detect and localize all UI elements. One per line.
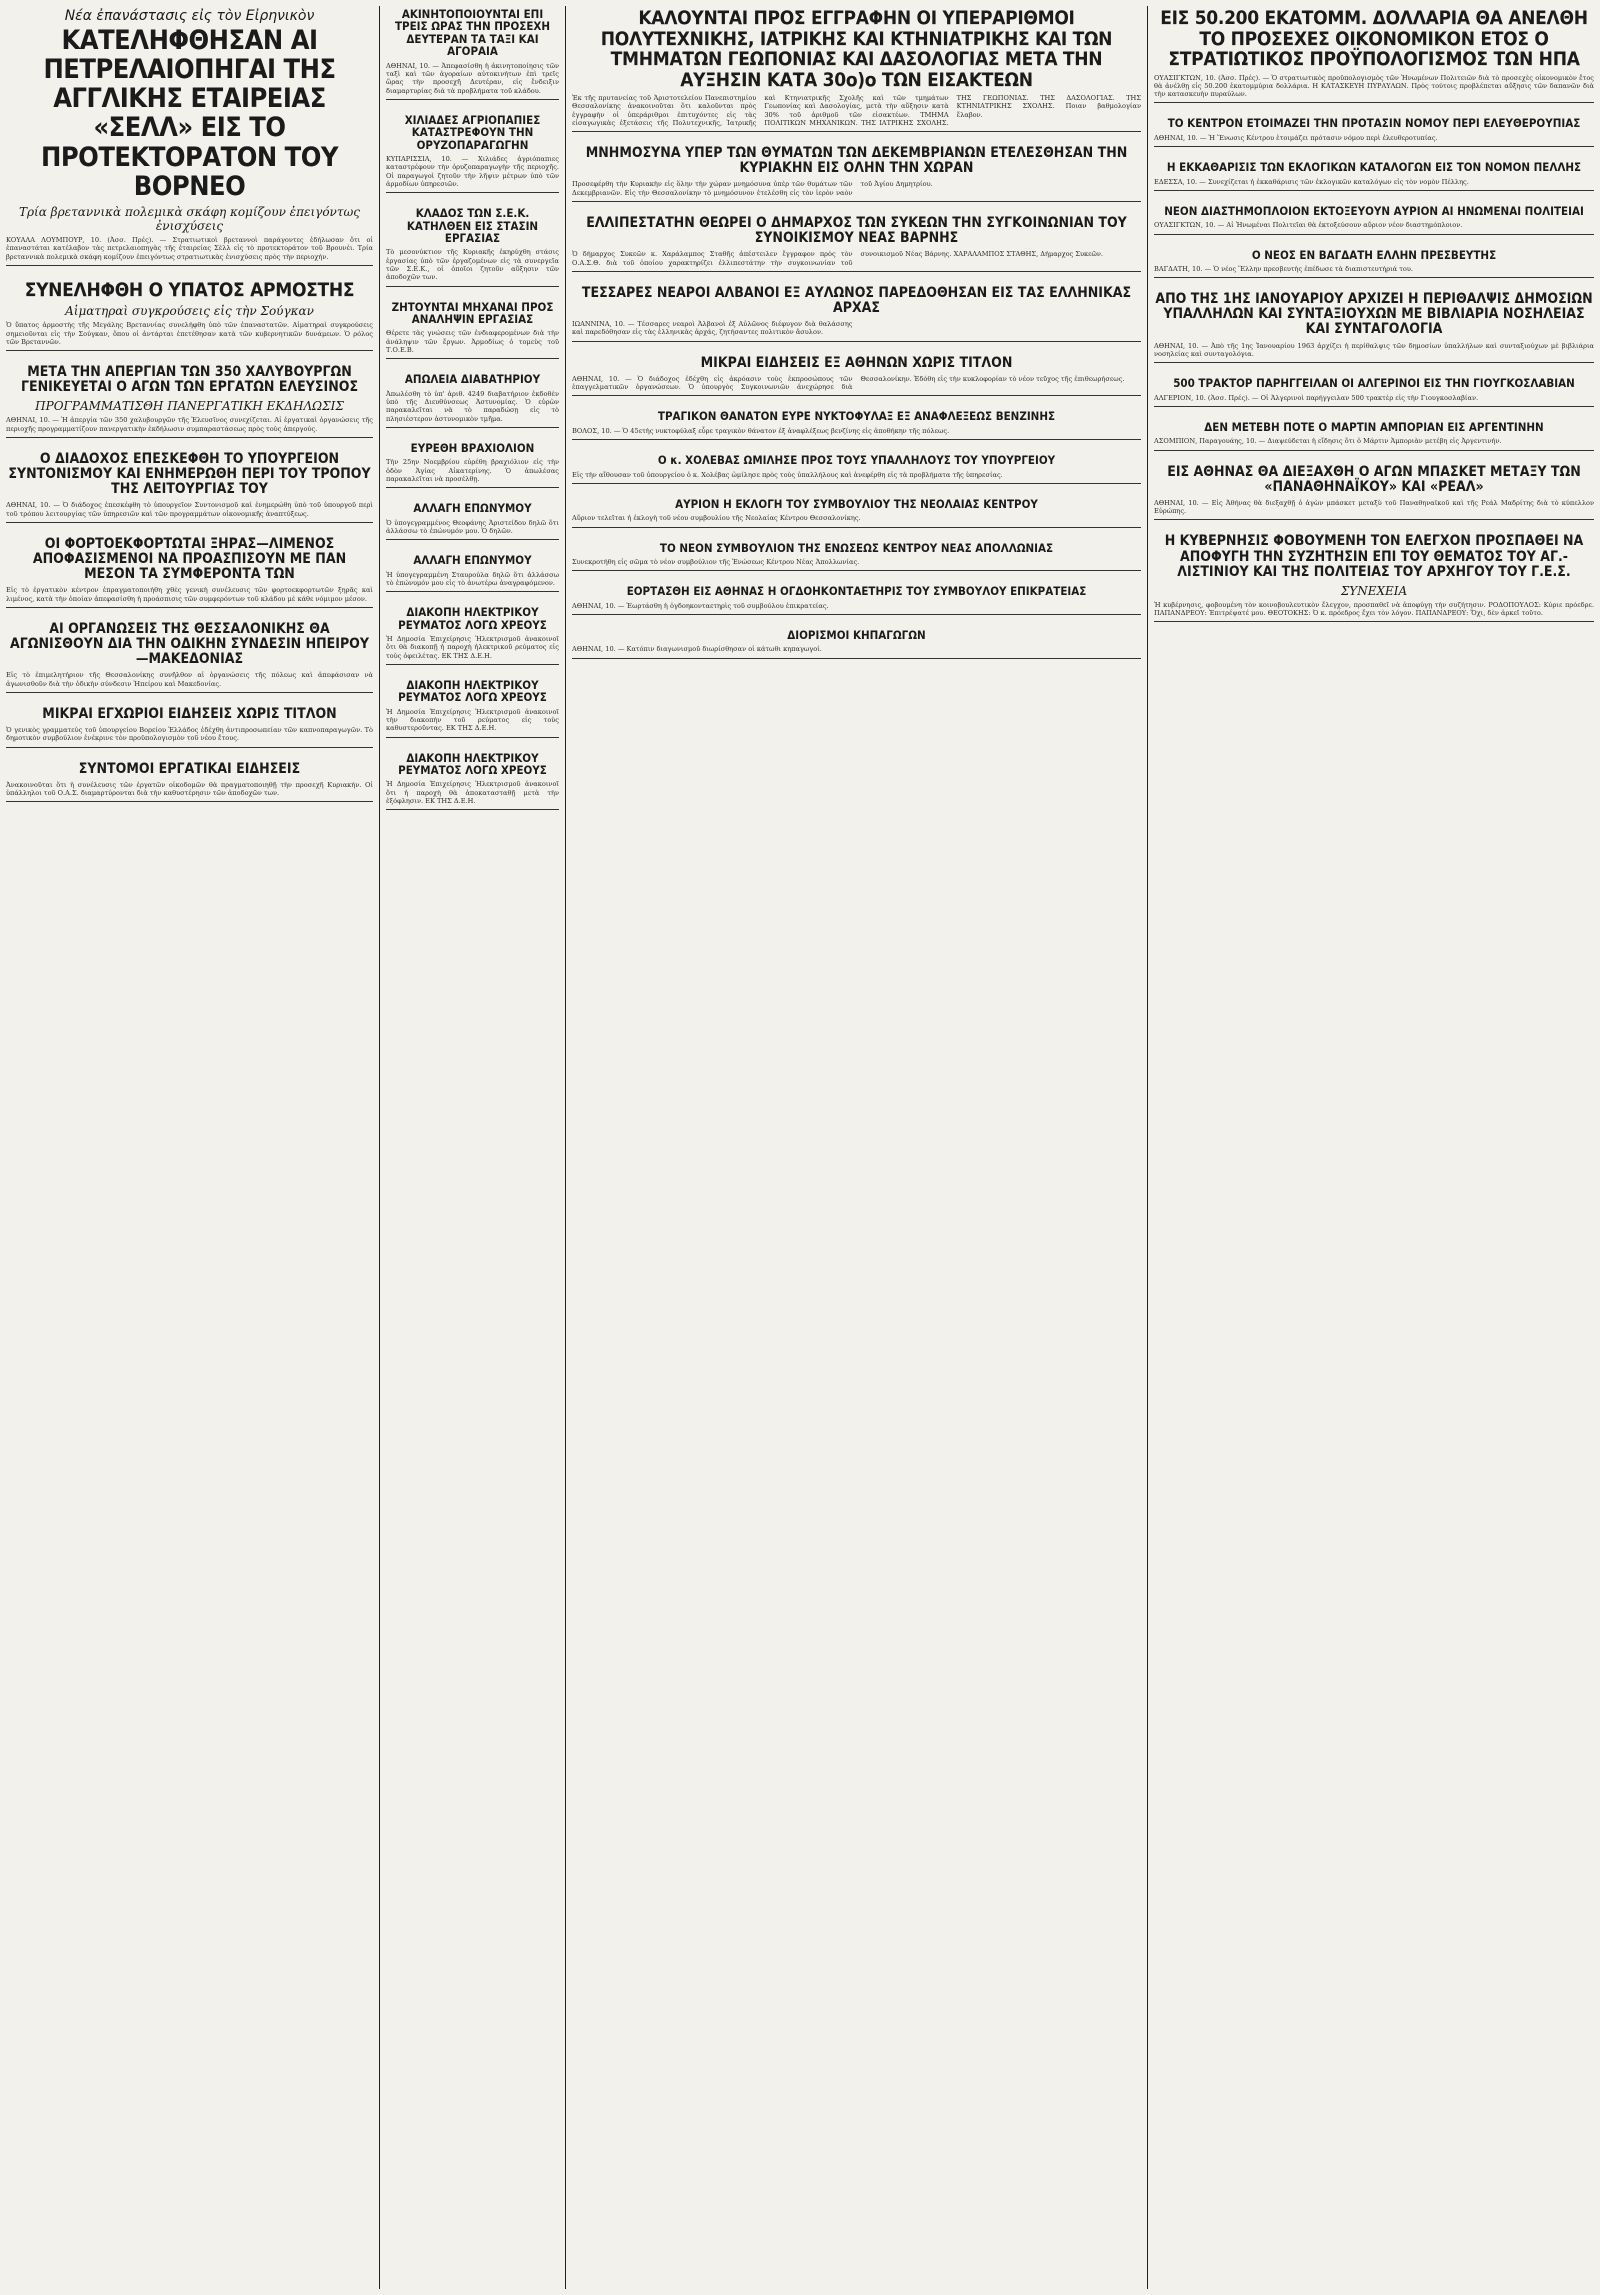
article-body: ΑΘΗΝΑΙ, 10. — Ἀπεφασίσθη ἡ ἀκινητοποίησις τῶν ταξὶ καὶ τῶν ἀγοραίων αὐτοκινήτων ἐπὶ τρεῖς ὥρας τὴν προσεχῆ Δευτέραν, εἰς ἔνδειξιν διαμαρτυρίας διὰ τὰ προβλήματα τοῦ κλάδου. [386, 61, 559, 95]
headline: ΕΙΣ ΑΘΗΝΑΣ ΘΑ ΔΙΕΞΑΧΘΗ Ο ΑΓΩΝ ΜΠΑΣΚΕΤ ΜΕΤΑΞΥ ΤΩΝ «ΠΑΝΑΘΗΝΑΪΚΟΥ» ΚΑΙ «ΡΕΑΛ» [1167, 463, 1581, 495]
article-body: Εἰς τὸ ἐργατικὸν κέντρον ἐπραγματοποιήθη χθὲς γενικὴ συνέλευσις τῶν φορτοεκφορτωτῶν ξηρᾶς καὶ λιμένος, κατὰ τὴν ὁποίαν ἀπεφασίσθη ἡ προάσπισις τῶν συμφερόντων τοῦ κλάδου μὲ κάθε νόμιμον μέσον. [6, 586, 373, 603]
headline: ΔΕΝ ΜΕΤΕΒΗ ΠΟΤΕ Ο ΜΑΡΤΙΝ ΑΜΠΟΡΙΑΝ ΕΙΣ ΑΡΓΕΝΤΙΝΗΝ [1204, 419, 1544, 434]
article [1154, 247, 1594, 283]
headline: ΕΥΡΕΘΗ ΒΡΑΧΙΟΛΙΟΝ [410, 440, 535, 455]
divider [572, 131, 1141, 132]
subheadline: Αἱματηραὶ συγκρούσεις εἰς τὴν Σούγκαν [65, 304, 314, 319]
headline: Ο ΔΙΑΔΟΧΟΣ ΕΠΕΣΚΕΦΘΗ ΤΟ ΥΠΟΥΡΓΕΙΟΝ ΣΥΝΤΟΝΙΣΜΟΥ ΚΑΙ ΕΝΗΜΕΡΩΘΗ ΠΕΡΙ ΤΟΥ ΤΡΟΠΟΥ ΤΗΣ ΛΕΙΤΟΥΡΓΙΑΣ ΤΟΥ [8, 451, 371, 498]
article-body: ΙΩΑΝΝΙΝΑ, 10. — Τέσσαρες νεαροὶ Ἀλβανοὶ ἐξ Αὐλῶνος διέφυγον διὰ θαλάσσης καὶ παρεδόθησαν εἰς τὰς ἑλληνικὰς ἀρχάς, ζητήσαντες πολιτικὸν ἄσυλον. [572, 320, 853, 337]
headline: 500 ΤΡΑΚΤΟΡ ΠΑΡΗΓΓΕΙΛΑΝ ΟΙ ΑΛΓΕΡΙΝΟΙ ΕΙΣ ΤΗΝ ΓΙΟΥΓΚΟΣΛΑΒΙΑΝ [1173, 376, 1575, 391]
column-1 [0, 6, 380, 2289]
headline: ΤΕΣΣΑΡΕΣ ΝΕΑΡΟΙ ΑΛΒΑΝΟΙ ΕΞ ΑΥΛΩΝΟΣ ΠΑΡΕΔΟΘΗΣΑΝ ΕΙΣ ΤΑΣ ΕΛΛΗΝΙΚΑΣ ΑΡΧΑΣ [581, 284, 1132, 316]
headline: Ο ΝΕΟΣ ΕΝ ΒΑΓΔΑΤΗ ΕΛΛΗΝ ΠΡΕΣΒΕΥΤΗΣ [1251, 247, 1497, 262]
headline: ΜΝΗΜΟΣΥΝΑ ΥΠΕΡ ΤΩΝ ΘΥΜΑΤΩΝ ΤΩΝ ΔΕΚΕΜΒΡΙΑΝΩΝ ΕΤΕΛΕΣΘΗΣΑΝ ΤΗΝ ΚΥΡΙΑΚΗΝ ΕΙΣ ΟΛΗΝ ΤΗΝ ΧΩΡΑΝ [585, 145, 1128, 177]
article-body: ΚΟΥΑΛΑ ΛΟΥΜΠΟΥΡ, 10. (Ἀσσ. Πρές). — Στρατιωτικοὶ βρεταννοὶ παράγοντες ἐδήλωσαν ὅτι οἱ ἐπαναστάται κατέλαβον τὰς πετρελαιοπηγὰς τῆς ἑταιρείας Σὲλλ εἰς τὸ προτεκτοράτον τοῦ Βρουνέι. Τρία βρεταννικὰ πολεμικὰ σκάφη κομίζουν ἐπειγόντως στρατιωτικὰς ἐνισχύσεις πρὸς τὴν περιοχήν. [6, 235, 373, 261]
article-body: Ἡ Δημοσία Ἐπιχείρησις Ἠλεκτρισμοῦ ἀνακοινοῖ τὴν διακοπὴν τοῦ ρεύματος εἰς τοὺς καθυστεροῦντας. ΕΚ ΤΗΣ Δ.Ε.Η. [386, 707, 559, 733]
article [386, 112, 559, 197]
article [386, 205, 559, 290]
divider [1154, 519, 1594, 520]
article [386, 500, 559, 544]
article [6, 620, 373, 697]
divider [1154, 234, 1594, 235]
article-body: Εἰς τὸ ἐπιμελητήριον τῆς Θεσσαλονίκης συνῆλθον αἱ ὀργανώσεις τῆς πόλεως καὶ ἀπεφάσισαν νὰ ἀγωνισθοῦν διὰ τὴν ὁδικὴν σύνδεσιν Ἠπείρου καὶ Μακεδονίας. [6, 671, 373, 688]
headline: ΧΙΛΙΑΔΕΣ ΑΓΡΙΟΠΑΠΙΕΣ ΚΑΤΑΣΤΡΕΦΟΥΝ ΤΗΝ ΟΡΥΖΟΠΑΡΑΓΩΓΗΝ [404, 112, 541, 152]
article [6, 363, 373, 442]
kicker: Νέα ἐπανάστασις εἰς τὸν Εἰρηνικὸν [64, 8, 315, 24]
headline: ΚΑΤΕΛΗΦΘΗΣΑΝ ΑΙ ΠΕΤΡΕΛΑΙΟΠΗΓΑΙ ΤΗΣ ΑΓΓΛΙΚΗΣ ΕΤΑΙΡΕΙΑΣ «ΣΕΛΛ» ΕΙΣ ΤΟ ΠΡΟΤΕΚΤΟΡΑΤΟΝ ΤΟΥ ΒΟΡΝΕΟ [41, 25, 338, 202]
headline: ΕΟΡΤΑΣΘΗ ΕΙΣ ΑΘΗΝΑΣ Η ΟΓΔΟΗΚΟΝΤΑΕΤΗΡΙΣ ΤΟΥ ΣΥΜΒΟΥΛΟΥ ΕΠΙΚΡΑΤΕΙΑΣ [626, 584, 1087, 599]
article-body: ΟΥΑΣΙΓΚΤΩΝ, 10. — Αἱ Ἡνωμέναι Πολιτεῖαι θὰ ἐκτοξεύσουν αὔριον νέον διαστημόπλοιον. [1154, 221, 1463, 230]
divider [6, 692, 373, 693]
subheadline: Τρία βρεταννικὰ πολεμικὰ σκάφη κομίζουν ἐπειγόντως ἐνισχύσεις [19, 204, 360, 233]
article [386, 299, 559, 364]
divider [1154, 362, 1594, 363]
headline: ΑΛΛΑΓΗ ΕΠΩΝΥΜΟΥ [413, 553, 532, 568]
divider [386, 192, 559, 193]
headline: ΔΙΟΡΙΣΜΟΙ ΚΗΠΑΓΩΓΩΝ [787, 627, 926, 642]
headline: Η ΕΚΚΑΘΑΡΙΣΙΣ ΤΩΝ ΕΚΛΟΓΙΚΩΝ ΚΑΤΑΛΟΓΩΝ ΕΙΣ ΤΟΝ ΝΟΜΟΝ ΠΕΛΛΗΣ [1166, 160, 1582, 175]
article [572, 354, 1141, 401]
article-body: Ὁ γενικὸς γραμματεὺς τοῦ ὑπουργείου Βορείου Ἑλλάδος ἐδέχθη ἀντιπροσωπείαν τῶν καπνοπαραγωγῶν. Τὸ δημοτικὸν συμβούλιον ἐνέκρινε τὸν προϋπολογισμὸν τοῦ νέου ἔτους. [6, 725, 373, 743]
subheadline: ΠΡΟΓΡΑΜΜΑΤΙΣΘΗ ΠΑΝΕΡΓΑΤΙΚΗ ΕΚΔΗΛΩΣΙΣ [35, 399, 344, 414]
article [1154, 115, 1594, 151]
article-body: ΟΥΑΣΙΓΚΤΩΝ, 10. (Ἀσσ. Πρές). — Ὁ στρατιωτικὸς προϋπολογισμὸς τῶν Ἡνωμένων Πολιτειῶν διὰ τὸ προσεχὲς οἰκονομικὸν ἔτος θὰ ἀνέλθῃ εἰς 50.200 ἑκατομμύρια δολλάρια. Η ΚΑΤΑΣΚΕΥΗ ΠΥΡΑΥΛΩΝ. Πρὸς τούτοις προβλέπεται αὔξησις τῶν δαπανῶν διὰ τὴν κατασκευὴν πυραύλων. [1154, 73, 1594, 99]
divider [386, 487, 559, 488]
article [6, 760, 373, 807]
headline: ΜΙΚΡΑΙ ΕΙΔΗΣΕΙΣ ΕΞ ΑΘΗΝΩΝ ΧΩΡΙΣ ΤΙΤΛΟΝ [700, 354, 1013, 371]
article [6, 535, 373, 612]
article-body: Ὁ ὑπογεγραμμένος Θεοφάνης Ἀριστείδου δηλῶ ὅτι ἀλλάσσω τὸ ἐπώνυμόν μου. Ὁ δηλῶν. [386, 518, 559, 535]
divider [572, 658, 1141, 659]
headline: ΕΛΛΙΠΕΣΤΑΤΗΝ ΘΕΩΡΕΙ Ο ΔΗΜΑΡΧΟΣ ΤΩΝ ΣΥΚΕΩΝ ΤΗΝ ΣΥΓΚΟΙΝΩΝΙΑΝ ΤΟΥ ΣΥΝΟΙΚΙΣΜΟΥ ΝΕΑΣ ΒΑΡΝΗΣ [586, 215, 1127, 247]
divider [386, 358, 559, 359]
divider [386, 664, 559, 665]
divider [572, 527, 1141, 528]
divider [572, 271, 1141, 272]
headline: Η ΚΥΒΕΡΝΗΣΙΣ ΦΟΒΟΥΜΕΝΗ ΤΟΝ ΕΛΕΓΧΟΝ ΠΡΟΣΠΑΘΕΙ ΝΑ ΑΠΟΦΥΓΗ ΤΗΝ ΣΥΖΗΤΗΣΙΝ ΕΠΙ ΤΟΥ ΘΕΜΑΤΟΣ ΤΟΥ ΑΓ.-ΛΙΣΤΙΝΙΟΥ ΚΑΙ ΤΗΣ ΠΟΛΙΤΕΙΑΣ ΤΟΥ ΑΡΧΗΓΟΥ ΤΟΥ Γ.Ε.Σ. [1164, 533, 1584, 580]
divider [572, 395, 1141, 396]
article [572, 6, 1141, 136]
article [386, 750, 559, 815]
divider [386, 737, 559, 738]
headline: ΟΙ ΦΟΡΤΟΕΚΦΟΡΤΩΤΑΙ ΞΗΡΑΣ—ΛΙΜΕΝΟΣ ΑΠΟΦΑΣΙΣΜΕΝΟΙ ΝΑ ΠΡΟΑΣΠΙΣΟΥΝ ΜΕ ΠΑΝ ΜΕΣΟΝ ΤΑ ΣΥΜΦΕΡΟΝΤΑ ΤΩΝ [32, 535, 347, 583]
headline: ΔΙΑΚΟΠΗ ΗΛΕΚΤΡΙΚΟΥ ΡΕΥΜΑΤΟΣ ΛΟΓΩ ΧΡΕΟΥΣ [398, 750, 547, 778]
headline: ΤΟ ΚΕΝΤΡΟΝ ΕΤΟΙΜΑΖΕΙ ΤΗΝ ΠΡΟΤΑΣΙΝ ΝΟΜΟΥ ΠΕΡΙ ΕΛΕΥΘΕΡΟΥΠΙΑΣ [1167, 116, 1581, 131]
article-body: Ἀνακοινοῦται ὅτι ἡ συνέλευσις τῶν ἐργατῶν οἰκοδομῶν θὰ πραγματοποιηθῇ τὴν προσεχῆ Κυριακήν. Οἱ ὑπάλληλοι τοῦ Ο.Α.Σ. διαμαρτύρονται διὰ τὴν καθυστέρησιν τῶν ἀποδοχῶν των. [6, 780, 373, 797]
article [572, 214, 1141, 276]
article-body: Ὁ δήμαρχος Συκεῶν κ. Χαράλαμπος Σταθῆς ἀπέστειλεν ἔγγραφον πρὸς τὸν Ο.Α.Σ.Θ. διὰ τοῦ ὁποίου χαρακτηρίζει ἐλλιπεστάτην τὴν συγκοινωνίαν τοῦ συνοικισμοῦ Νέας Βάρνης. ΧΑΡΑΛΑΜΠΟΣ ΣΤΑΘΗΣ, Δήμαρχος Συκεῶν. [572, 250, 1104, 267]
divider [1154, 450, 1594, 451]
article [6, 6, 373, 270]
divider [6, 437, 373, 438]
headline: ΑΠΩΛΕΙΑ ΔΙΑΒΑΤΗΡΙΟΥ [404, 372, 541, 387]
divider [572, 341, 1141, 342]
article-body: Ὁ ὕπατος ἁρμοστὴς τῆς Μεγάλης Βρεταννίας συνελήφθη ὑπὸ τῶν ἐπαναστατῶν. Αἱματηραὶ συγκρούσεις σημειοῦνται εἰς τὴν Σούγκαν, ὅπου οἱ ἀντάρται ἐπετέθησαν κατὰ τῶν κυβερνητικῶν δυνάμεων. Ὁ ρόλος τῶν Βρεταννῶν. [6, 321, 373, 346]
article-body: Εἰς τὴν αἴθουσαν τοῦ ὑπουργείου ὁ κ. Χολέβας ὡμίλησε πρὸς τοὺς ὑπαλλήλους καὶ ἀνεφέρθη εἰς τὰ προβλήματα τῆς ὑπηρεσίας. [572, 470, 1003, 479]
article-body: Θέρετε τὰς γνώσεις τῶν ἐνδιαφερομένων διὰ τὴν ἀνάληψιν τῶν ἔργων. Ἁρμοδίως ὁ τομεὺς τοῦ Τ.Ο.Ε.Β. [386, 329, 559, 355]
divider [386, 591, 559, 592]
divider [572, 483, 1141, 484]
article-body: Ἡ ὑπογεγραμμένη Σταυρούλα δηλῶ ὅτι ἀλλάσσω τὸ ἐπώνυμόν μου εἰς τὸ ἀνωτέρω ἀναγραφόμενον. [386, 570, 559, 587]
divider [1154, 146, 1594, 147]
headline: ΑΛΛΑΓΗ ΕΠΩΝΥΜΟΥ [413, 501, 532, 516]
article [1154, 203, 1594, 239]
column-2 [380, 6, 566, 2289]
divider [6, 801, 373, 802]
divider [6, 522, 373, 523]
article-body: ΑΘΗΝΑΙ, 10. — Ἡ ἀπεργία τῶν 350 χαλυβουργῶν τῆς Ἐλευσῖνος συνεχίζεται. Αἱ ἐργατικαὶ ὀργανώσεις τῆς περιοχῆς προγραμματίζουν πανεργατικὴν ἐκδήλωσιν συμπαραστάσεως πρὸς τοὺς ἀπεργούς. [6, 416, 373, 433]
article [1154, 6, 1594, 107]
headline: ΖΗΤΟΥΝΤΑΙ ΜΗΧΑΝΑΙ ΠΡΟΣ ΑΝΑΛΗΨΙΝ ΕΡΓΑΣΙΑΣ [391, 299, 554, 327]
article-body: ΑΘΗΝΑΙ, 10. — Εἰς Ἀθήνας θὰ διεξαχθῇ ὁ ἀγὼν μπάσκετ μεταξὺ τοῦ Παναθηναϊκοῦ καὶ τῆς Ρεάλ Μαδρίτης διὰ τὸ κύπελλον Εὐρώπης. [1154, 498, 1594, 516]
headline: ΜΕΤΑ ΤΗΝ ΑΠΕΡΓΙΑΝ ΤΩΝ 350 ΧΑΛΥΒΟΥΡΓΩΝ ΓΕΝΙΚΕΥΕΤΑΙ Ο ΑΓΩΝ ΤΩΝ ΕΡΓΑΤΩΝ ΕΛΕΥΣΙΝΟΣ [20, 364, 359, 396]
divider [572, 439, 1141, 440]
divider [572, 201, 1141, 202]
subheadline: ΣΥΝΕΧΕΙΑ [1340, 583, 1408, 598]
headline: ΣΥΝΤΟΜΟΙ ΕΡΓΑΤΙΚΑΙ ΕΙΔΗΣΕΙΣ [78, 760, 301, 777]
headline: Ο κ. ΧΟΛΕΒΑΣ ΩΜΙΛΗΣΕ ΠΡΟΣ ΤΟΥΣ ΥΠΑΛΛΗΛΟΥΣ ΤΟΥ ΥΠΟΥΡΓΕΙΟΥ [657, 453, 1056, 468]
headline: ΑΙ ΟΡΓΑΝΩΣΕΙΣ ΤΗΣ ΘΕΣΣΑΛΟΝΙΚΗΣ ΘΑ ΑΓΩΝΙΣΘΟΥΝ ΔΙΑ ΤΗΝ ΟΔΙΚΗΝ ΣΥΝΔΕΣΙΝ ΗΠΕΙΡΟΥ—ΜΑΚΕΔΟΝΙΑΣ [10, 620, 369, 668]
article [1154, 159, 1594, 195]
article [386, 677, 559, 742]
article-body: Ἡ Δημοσία Ἐπιχείρησις Ἠλεκτρισμοῦ ἀνακοινοῖ ὅτι ἡ παροχὴ θὰ ἀποκατασταθῇ μετὰ τὴν ἐξόφλησιν. ΕΚ ΤΗΣ Δ.Ε.Η. [386, 780, 559, 806]
article-body: Αὔριον τελεῖται ἡ ἐκλογὴ τοῦ νέου συμβουλίου τῆς Νεολαίας Κέντρου Θεσσαλονίκης. [572, 514, 861, 523]
article [386, 6, 559, 104]
headline: ΝΕΟΝ ΔΙΑΣΤΗΜΟΠΛΟΙΟΝ ΕΚΤΟΞΕΥΟΥΝ ΑΥΡΙΟΝ ΑΙ ΗΝΩΜΕΝΑΙ ΠΟΛΙΤΕΙΑΙ [1164, 203, 1584, 218]
article [572, 496, 1141, 532]
headline: ΤΟ ΝΕΟΝ ΣΥΜΒΟΥΛΙΟΝ ΤΗΣ ΕΝΩΣΕΩΣ ΚΕΝΤΡΟΥ ΝΕΑΣ ΑΠΟΛΛΩΝΙΑΣ [659, 540, 1054, 555]
headline: ΑΥΡΙΟΝ Η ΕΚΛΟΓΗ ΤΟΥ ΣΥΜΒΟΥΛΙΟΥ ΤΗΣ ΝΕΟΛΑΙΑΣ ΚΕΝΤΡΟΥ [675, 496, 1038, 511]
headline: ΚΛΑΔΟΣ ΤΩΝ Σ.Ε.Κ. ΚΑΤΗΛΘΕΝ ΕΙΣ ΣΤΑΣΙΝ ΕΡΓΑΣΙΑΣ [406, 206, 539, 246]
article [572, 540, 1141, 576]
article-body: Ἡ κυβέρνησις, φοβουμένη τὸν κοινοβουλευτικὸν ἔλεγχον, προσπαθεῖ νὰ ἀποφύγῃ τὴν συζήτησιν. ΡΟΔΟΠΟΥΛΟΣ: Κύριε πρόεδρε. ΠΑΠΑΝΔΡΕΟΥ: Ἐπιτρέψατέ μου. ΘΕΟΤΟΚΗΣ: Ὁ κ. πρόεδρος ἔχει τὸν λόγον. ΠΑΠΑΝΔΡΕΟΥ: Ὄχι, δὲν ἀρκεῖ τοῦτο. [1154, 600, 1594, 618]
article-body: ΒΟΛΟΣ, 10. — Ὁ 45ετὴς νυκτοφύλαξ εὗρε τραγικὸν θάνατον ἐξ ἀναφλέξεως βενζίνης εἰς ἀποθήκην τῆς πόλεως. [572, 426, 950, 435]
article-body: ΑΘΗΝΑΙ, 10. — Ἑωρτάσθη ἡ ὀγδοηκονταετηρὶς τοῦ συμβούλου ἐπικρατείας. [572, 601, 829, 610]
divider [1154, 406, 1594, 407]
article [572, 408, 1141, 444]
divider [6, 265, 373, 266]
article [572, 284, 1141, 346]
divider [6, 350, 373, 351]
divider [1154, 277, 1594, 278]
article [1154, 463, 1594, 525]
article-body: ΒΑΓΔΑΤΗ, 10. — Ὁ νέος Ἕλλην πρεσβευτὴς ἐπέδωσε τὰ διαπιστευτήριά του. [1154, 264, 1413, 273]
article [1154, 290, 1594, 367]
article-body: ΑΘΗΝΑΙ, 10. — Ὁ διάδοχος ἐπεσκέφθη τὸ ὑπουργεῖον Συντονισμοῦ καὶ ἐνημερώθη ὑπὸ τοῦ ὑπουργοῦ περὶ τοῦ τρόπου λειτουργίας τῶν ὑπηρεσιῶν καὶ τῶν προγραμμάτων οἰκονομικῆς ἀναπτύξεως. [6, 501, 373, 518]
divider [386, 809, 559, 810]
article [572, 627, 1141, 663]
article-body: ΑΣΟΜΠΙΟΝ, Παραγουάης, 10. — Διαψεύδεται ἡ εἴδησις ὅτι ὁ Μάρτιν Ἀμποριὰν μετέβη εἰς Ἀργεντινήν. [1154, 437, 1502, 446]
article-body: ΑΘΗΝΑΙ, 10. — Ἡ Ἕνωσις Κέντρου ἑτοιμάζει πρότασιν νόμου περὶ ἐλευθεροτυπίας. [1154, 133, 1438, 142]
article [572, 583, 1141, 619]
article [386, 440, 559, 492]
headline: ΑΠΟ ΤΗΣ 1ΗΣ ΙΑΝΟΥΑΡΙΟΥ ΑΡΧΙΖΕΙ Η ΠΕΡΙΘΑΛΨΙΣ ΔΗΜΟΣΙΩΝ ΥΠΑΛΛΗΛΩΝ ΚΑΙ ΣΥΝΤΑΞΙΟΥΧΩΝ ΜΕ ΒΙΒΛΙΑΡΙΑ ΝΟΣΗΛΕΙΑΣ ΚΑΙ ΣΥΝΤΑΓΟΛΟΓΙΑ [1155, 291, 1593, 338]
column-3 [566, 6, 1148, 2289]
article-body: ΕΔΕΣΣΑ, 10. — Συνεχίζεται ἡ ἐκκαθάρισις τῶν ἐκλογικῶν καταλόγων εἰς τὸν νομὸν Πέλλης. [1154, 177, 1469, 186]
headline: ΣΥΝΕΛΗΦΘΗ Ο ΥΠΑΤΟΣ ΑΡΜΟΣΤΗΣ [24, 278, 355, 301]
article-body: Ἡ Δημοσία Ἐπιχείρησις Ἠλεκτρισμοῦ ἀνακοινοῖ ὅτι θὰ διακοπῇ ἡ παροχὴ ἠλεκτρικοῦ ρεύματος εἰς τοὺς ὀφειλέτας. ΕΚ ΤΗΣ Δ.Ε.Η. [386, 635, 559, 660]
divider [1154, 621, 1594, 622]
headline: ΔΙΑΚΟΠΗ ΗΛΕΚΤΡΙΚΟΥ ΡΕΥΜΑΤΟΣ ΛΟΓΩ ΧΡΕΟΥΣ [398, 677, 547, 705]
headline: ΕΙΣ 50.200 ΕΚΑΤΟΜΜ. ΔΟΛΛΑΡΙΑ ΘΑ ΑΝΕΛΘΗ ΤΟ ΠΡΟΣΕΧΕΣ ΟΙΚΟΝΟΜΙΚΟΝ ΕΤΟΣ Ο ΣΤΡΑΤΙΩΤΙΚΟΣ ΠΡΟΫΠΟΛΟΓΙΣΜΟΣ ΤΩΝ ΗΠΑ [1160, 7, 1588, 71]
divider [572, 614, 1141, 615]
headline: ΚΑΛΟΥΝΤΑΙ ΠΡΟΣ ΕΓΓΡΑΦΗΝ ΟΙ ΥΠΕΡΑΡΙΘΜΟΙ ΠΟΛΥΤΕΧΝΙΚΗΣ, ΙΑΤΡΙΚΗΣ ΚΑΙ ΚΤΗΝΙΑΤΡΙΚΗΣ ΚΑΙ ΤΩΝ ΤΜΗΜΑΤΩΝ ΓΕΩΠΟΝΙΑΣ ΚΑΙ ΔΑΣΟΛΟΓΙΑΣ ΜΕΤΑ ΤΗΝ ΑΥΞΗΣΙΝ ΚΑΤΑ 30ο)ο ΤΩΝ ΕΙΣΑΚΤΕΩΝ [600, 7, 1113, 91]
divider [386, 99, 559, 100]
article-body: Τὴν 25ην Νοεμβρίου εὑρέθη βραχιόλιον εἰς τὴν ὁδὸν Ἁγίας Αἰκατερίνης. Ὁ ἀπωλέσας παρακαλεῖται νὰ προσέλθῃ. [386, 458, 559, 483]
article-body: ΑΘΗΝΑΙ, 10. — Ὁ διάδοχος ἐδέχθη εἰς ἀκρόασιν τοὺς ἐκπροσώπους τῶν ἐπαγγελματικῶν ὀργανώσεων. Ὁ ὑπουργὸς Συγκοινωνιῶν ἀνεχώρησε διὰ Θεσσαλονίκην. Ἐδόθη εἰς τὴν κυκλοφορίαν τὸ νέον τεῦχος τῆς ἐπιθεωρήσεως. [572, 374, 1125, 392]
headline: ΜΙΚΡΑΙ ΕΓΧΩΡΙΟΙ ΕΙΔΗΣΕΙΣ ΧΩΡΙΣ ΤΙΤΛΟΝ [42, 705, 337, 722]
article-body: ΑΘΗΝΑΙ, 10. — Ἀπὸ τῆς 1ης Ἰανουαρίου 1963 ἀρχίζει ἡ περίθαλψις τῶν δημοσίων ὑπαλλήλων καὶ συνταξιούχων μὲ βιβλιάρια νοσηλείας καὶ συνταγολόγια. [1154, 341, 1594, 358]
article-body: Ἐκ τῆς πρυτανείας τοῦ Ἀριστοτελείου Πανεπιστημίου Θεσσαλονίκης ἀνακοινοῦται ὅτι καλοῦνται πρὸς ἐγγραφὴν οἱ ὑπεράριθμοι ἐπιτυχόντες εἰς τὰς εἰσαγωγικὰς ἐξετάσεις τῆς Πολυτεχνικῆς, Ἰατρικῆς καὶ Κτηνιατρικῆς Σχολῆς καὶ τῶν τμημάτων Γεωπονίας καὶ Δασολογίας, μετὰ τὴν αὔξησιν κατὰ 30% τοῦ ἀριθμοῦ τῶν εἰσακτέων. ΤΜΗΜΑ ΠΟΛΙΤΙΚΩΝ ΜΗΧΑΝΙΚΩΝ. ΤΗΣ ΙΑΤΡΙΚΗΣ ΣΧΟΛΗΣ. ΤΗΣ ΓΕΩΠΟΝΙΑΣ. ΤΗΣ ΔΑΣΟΛΟΓΙΑΣ. ΤΗΣ ΚΤΗΝΙΑΤΡΙΚΗΣ ΣΧΟΛΗΣ. Ποιαν βαθμολογίαν ἔλαβον. [572, 94, 1141, 127]
article [386, 371, 559, 432]
headline: ΤΡΑΓΙΚΟΝ ΘΑΝΑΤΟΝ ΕΥΡΕ ΝΥΚΤΟΦΥΛΑΞ ΕΞ ΑΝΑΦΛΕΞΕΩΣ ΒΕΝΖΙΝΗΣ [657, 409, 1056, 424]
divider [386, 427, 559, 428]
article-body: Συνεκροτήθη εἰς σῶμα τὸ νέον συμβούλιον τῆς Ἑνώσεως Κέντρου Νέας Ἀπολλωνίας. [572, 557, 860, 566]
divider [1154, 102, 1594, 103]
article-body: ΑΛΓΕΡΙΟΝ, 10. (Ἀσσ. Πρές). — Οἱ Ἀλγερινοὶ παρήγγειλαν 500 τρακτὲρ εἰς τὴν Γιουγκοσλαβίαν. [1154, 393, 1479, 402]
headline: ΑΚΙΝΗΤΟΠΟΙΟΥΝΤΑΙ ΕΠΙ ΤΡΕΙΣ ΩΡΑΣ ΤΗΝ ΠΡΟΣΕΧΗ ΔΕΥΤΕΡΑΝ ΤΑ ΤΑΞΙ ΚΑΙ ΑΓΟΡΑΙΑ [394, 7, 551, 59]
divider [386, 286, 559, 287]
headline: ΔΙΑΚΟΠΗ ΗΛΕΚΤΡΙΚΟΥ ΡΕΥΜΑΤΟΣ ΛΟΓΩ ΧΡΕΟΥΣ [398, 605, 547, 632]
divider [386, 539, 559, 540]
article-body: Προσεφέρθη τὴν Κυριακὴν εἰς ὅλην τὴν χώραν μνημόσυνα ὑπὲρ τῶν θυμάτων τῶν Δεκεμβριανῶν. Εἰς τὴν Θεσσαλονίκην τὸ μνημόσυνον ἐτελέσθη εἰς τὸν ἱερὸν ναὸν τοῦ Ἁγίου Δημητρίου. [572, 180, 933, 197]
article [572, 144, 1141, 206]
article-body: ΑΘΗΝΑΙ, 10. — Κατόπιν διαγωνισμοῦ διωρίσθησαν οἱ κάτωθι κηπαγωγοί. [572, 645, 822, 654]
article [6, 705, 373, 752]
article [386, 552, 559, 596]
article-body: ΚΥΠΑΡΙΣΣΙΑ, 10. — Χιλιάδες ἀγριόπαπιες καταστρέφουν τὴν ὀρυζοπαραγωγὴν τῆς περιοχῆς. Οἱ παραγωγοὶ ζητοῦν τὴν λῆψιν μέτρων ὑπὸ τῶν ἁρμοδίων ὑπηρεσιῶν. [386, 155, 559, 188]
article-body: Ἀπωλέσθη τὸ ὑπ' ἀριθ. 4249 διαβατήριον ἐκδοθὲν ὑπὸ τῆς Διευθύνσεως Ἀστυνομίας. Ὁ εὑρὼν παρακαλεῖται νὰ τὸ παραδώσῃ εἰς τὸ πλησιέστερον ἀστυνομικὸν τμῆμα. [386, 389, 559, 423]
divider [572, 570, 1141, 571]
article [386, 604, 559, 669]
article [1154, 419, 1594, 455]
divider [6, 747, 373, 748]
divider [6, 607, 373, 608]
article-body: Τὸ μεσονύκτιον τῆς Κυριακῆς ἐκηρύχθη στάσις ἐργασίας ὑπὸ τῶν ἐργαζομένων εἰς τὰ συνεργεῖα τῶν Σ.Ε.Κ., οἱ ὁποῖοι ζητοῦν αὔξησιν τῶν ἀποδοχῶν των. [386, 248, 559, 282]
column-5 [1148, 6, 1600, 2289]
article [1154, 532, 1594, 626]
article [6, 278, 373, 355]
article [1154, 375, 1594, 411]
article [572, 452, 1141, 488]
divider [1154, 190, 1594, 191]
article [6, 450, 373, 527]
